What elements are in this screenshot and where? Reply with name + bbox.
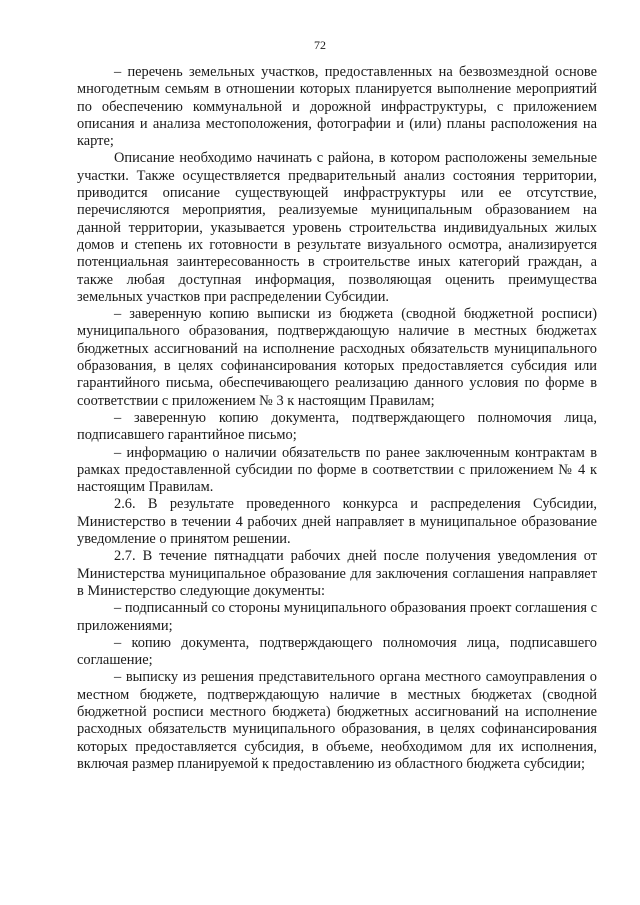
paragraph-authority-document: – заверенную копию документа, подтверждающего полномочия лица, подписавшего гарантийное письмо;: [77, 409, 597, 444]
page-number: 72: [314, 38, 326, 52]
paragraph-signed-agreement: – подписанный со стороны муниципального образования проект соглашения с приложениями;: [77, 600, 597, 634]
paragraph-description-instructions: Описание необходимо начинать с района, в котором расположены земельные участки. Также осуществляется предварительный анализ состояния территории, приводится описание существующей инфраструктуры или ее отсутствие, перечисляются мероприятия, реализуемые муниципальным образованием на данной территории, указывается уровень строительства индивидуальных жилых домов и степень их готовности в результате визуального осмотра, анализируется потенциальная заинтересованность в строительстве иных категорий граждан, а также любая доступная информация, позволяющая оценить преимущества земельных участков при распределении Субсидии.: [77, 150, 597, 305]
paragraph-signatory-authority: – копию документа, подтверждающего полномочия лица, подписавшего соглашение;: [77, 634, 597, 669]
paragraph-land-plots-list: – перечень земельных участков, предоставленных на безвозмездной основе многодетным семьям в отношении которых планируется выполнение мероприятий по обеспечению коммунальной и дорожной инфраструктуры, с приложением описания и анализа местоположения, фотографии и (или) планы расположения на карте;: [77, 64, 597, 150]
paragraph-budget-extract: – заверенную копию выписки из бюджета (сводной бюджетной росписи) муниципального образования, подтверждающую наличие в местных бюджетах бюджетных ассигнований на исполнение расходных обязательств муниципального образования, в целях софинансирования которых предоставляется субсидия или гарантийного письма, обеспечивающего реализацию данного условия по форме в соответствии с приложением № 3 к настоящим Правилам;: [77, 306, 597, 409]
paragraph-decision-extract: – выписку из решения представительного органа местного самоуправления о местном бюджете, подтверждающую наличие в местных бюджетах (сводной бюджетной росписи местного бюджета) бюджетных ассигнований на исполнение расходных обязательств муниципального образования, в целях софинансирования которых предоставляется субсидия, в объеме, необходимом для их исполнения, включая размер планируемой к предоставлению из областного бюджета субсидии;: [77, 669, 597, 772]
document-body: [77, 64, 597, 773]
paragraph-section-2-6: 2.6. В результате проведенного конкурса и распределения Субсидии, Министерство в течении 4 рабочих дней направляет в муниципальное образование уведомление о принятом решении.: [77, 496, 597, 548]
paragraph-section-2-7: 2.7. В течение пятнадцати рабочих дней после получения уведомления от Министерства муниципальное образование для заключения соглашения направляет в Министерство следующие документы:: [77, 548, 597, 599]
paragraph-obligations-info: – информацию о наличии обязательств по ранее заключенным контрактам в рамках предоставленной субсидии по форме в соответствии с приложением № 4 к настоящим Правилам.: [77, 444, 597, 496]
